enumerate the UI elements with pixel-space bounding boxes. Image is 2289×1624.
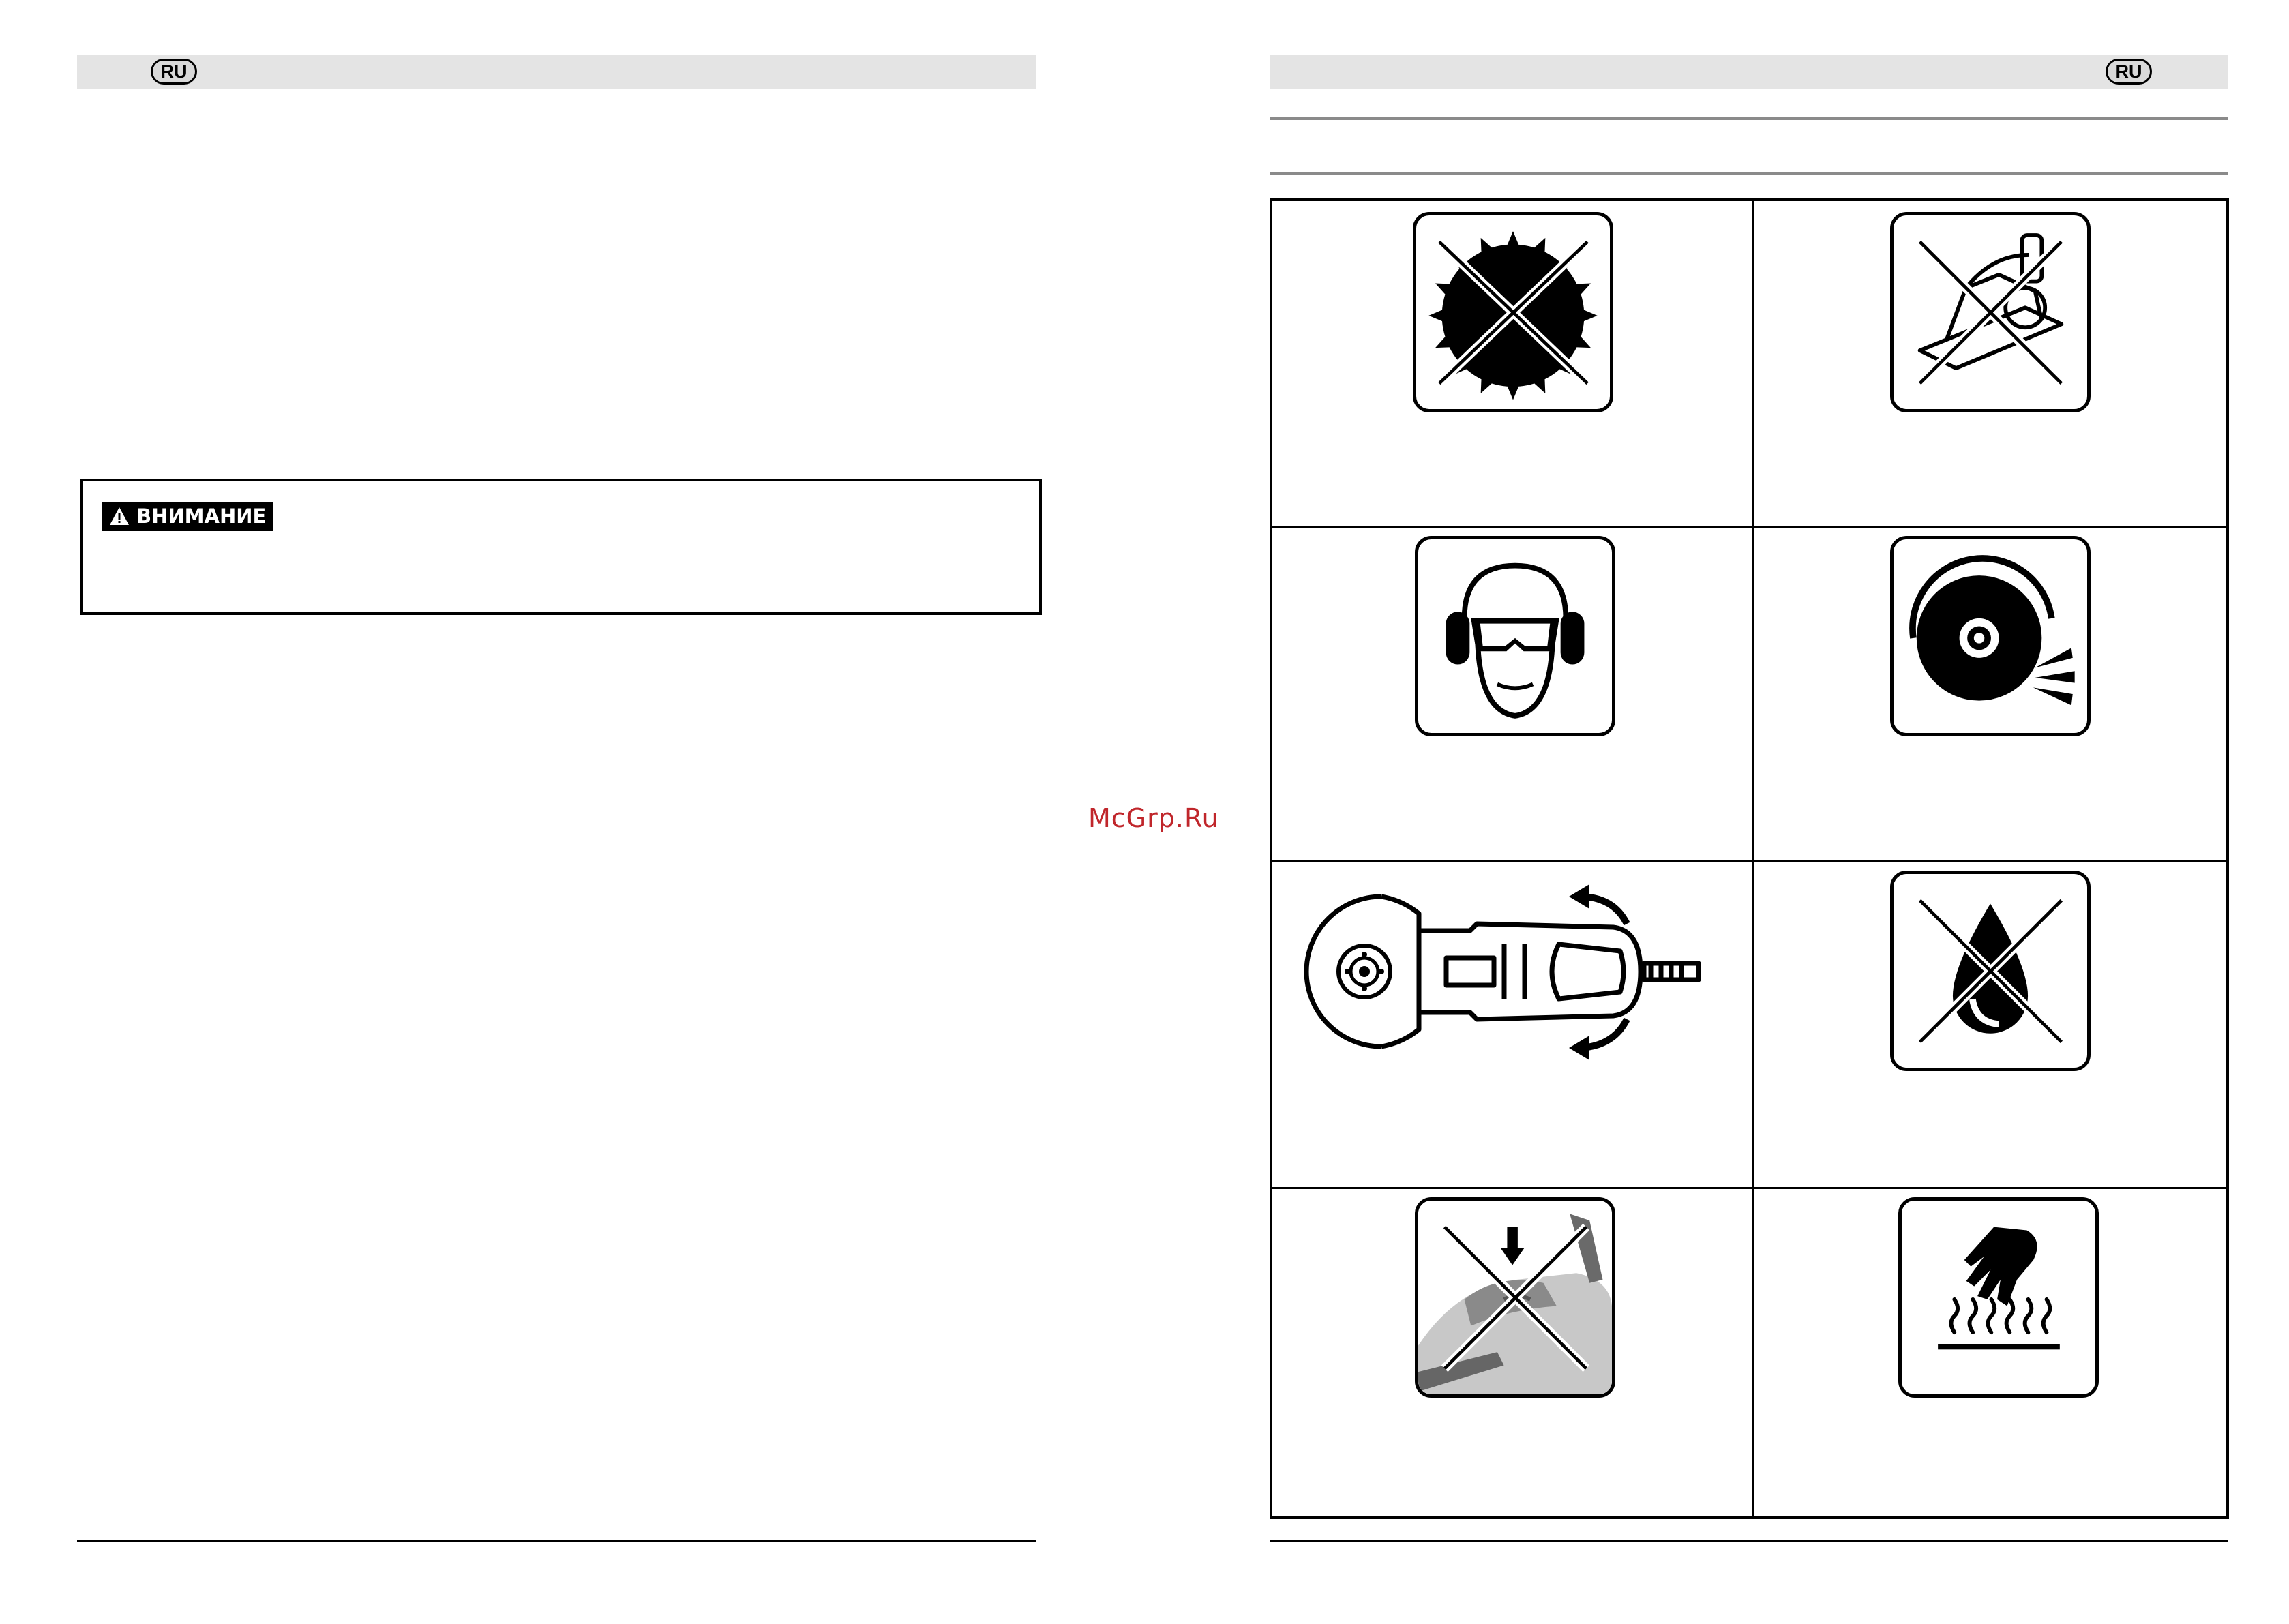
goggles-ear-protection-icon <box>1415 536 1615 736</box>
right-title-rule-top <box>1270 117 2228 120</box>
symbol-cell <box>1754 201 2229 528</box>
warning-label <box>102 502 273 531</box>
right-header-bar <box>1270 55 2228 89</box>
symbol-cell <box>1272 862 1754 1189</box>
symbol-cell <box>1272 1189 1754 1516</box>
left-lang-badge: RU <box>151 59 197 85</box>
angle-grinder-rotation-icon <box>1300 869 1736 1074</box>
symbol-cell <box>1754 528 2229 862</box>
no-liquid-coolant-icon <box>1890 871 2091 1071</box>
no-circular-saw-icon <box>1890 212 2091 412</box>
symbol-cell <box>1272 201 1754 528</box>
warning-box <box>80 479 1042 615</box>
right-lang-badge: RU <box>2106 59 2152 85</box>
symbol-cell <box>1754 862 2229 1189</box>
safety-symbols-table <box>1270 198 2229 1519</box>
left-footer-rule <box>77 1540 1036 1542</box>
no-spindle-lock-press-icon <box>1415 1197 1615 1398</box>
warning-triangle-icon <box>109 507 130 526</box>
right-title-rule-bottom <box>1270 172 2228 175</box>
no-saw-blade-icon <box>1413 212 1613 412</box>
grinding-disc-sparks-icon <box>1890 536 2091 736</box>
warning-label-text: ВНИМАНИЕ <box>136 505 267 528</box>
symbol-cell <box>1272 528 1754 862</box>
left-header-bar <box>77 55 1036 89</box>
hot-surface-hand-icon <box>1898 1197 2099 1398</box>
right-footer-rule <box>1270 1540 2228 1542</box>
symbol-cell <box>1754 1189 2229 1516</box>
watermark: McGrp.Ru <box>1088 803 1219 833</box>
